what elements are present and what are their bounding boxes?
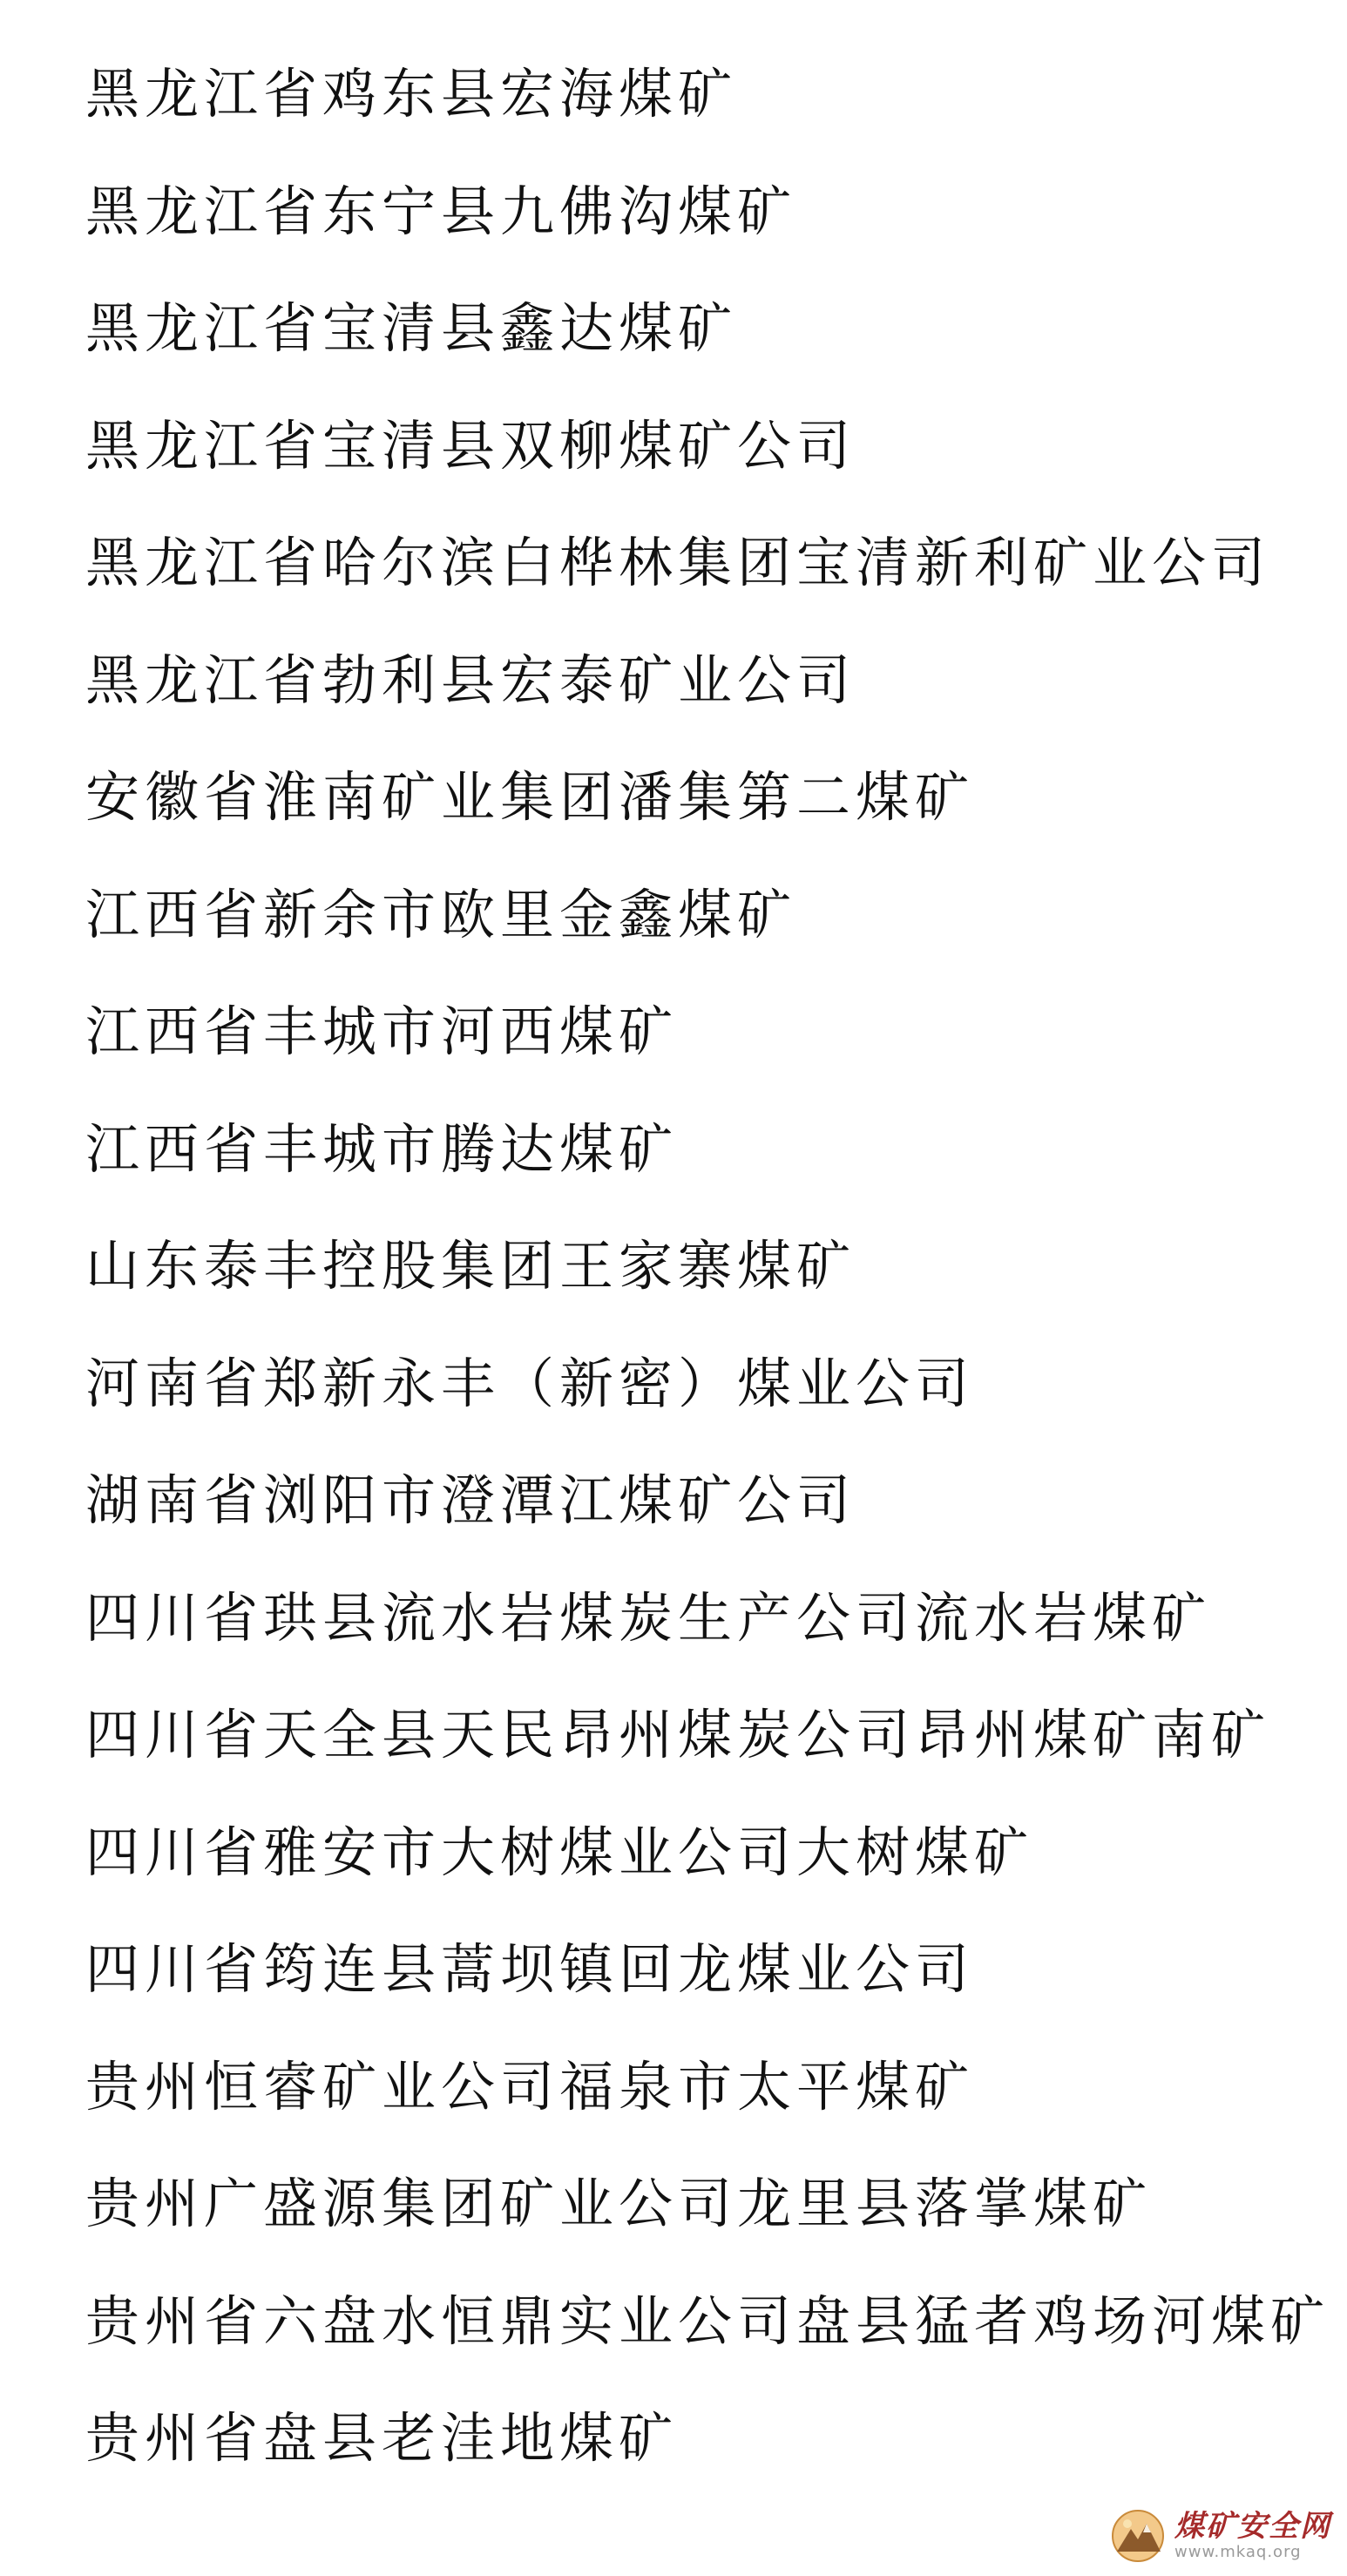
list-item: 河南省郑新永丰（新密）煤业公司 (85, 1351, 975, 1415)
list-item: 黑龙江省宝清县双柳煤矿公司 (85, 413, 856, 478)
coal-mine-list (85, 61, 1330, 2523)
list-item: 四川省珙县流水岩煤炭生产公司流水岩煤矿 (85, 1585, 1212, 1650)
list-item: 山东泰丰控股集团王家寨煤矿 (85, 1234, 856, 1298)
watermark (1110, 2508, 1331, 2564)
list-item: 安徽省淮南矿业集团潘集第二煤矿 (85, 765, 975, 829)
list-item: 贵州省盘县老洼地煤矿 (85, 2406, 679, 2470)
list-item: 四川省筠连县蒿坝镇回龙煤业公司 (85, 1937, 975, 2001)
watermark-url: www.mkaq.org (1174, 2543, 1302, 2561)
list-item: 四川省天全县天民昂州煤炭公司昂州煤矿南矿 (85, 1703, 1271, 1766)
mountain-logo-icon (1110, 2508, 1166, 2564)
list-item: 贵州恒睿矿业公司福泉市太平煤矿 (85, 2054, 975, 2118)
list-item: 江西省新余市欧里金鑫煤矿 (85, 882, 797, 946)
watermark-title: 煤矿安全网 (1174, 2509, 1331, 2544)
list-item: 四川省雅安市大树煤业公司大树煤矿 (85, 1820, 1034, 1884)
list-item: 湖南省浏阳市澄潭江煤矿公司 (85, 1468, 856, 1532)
list-item: 黑龙江省鸡东县宏海煤矿 (85, 62, 738, 125)
list-item: 黑龙江省东宁县九佛沟煤矿 (85, 179, 797, 243)
list-item: 贵州广盛源集团矿业公司龙里县落掌煤矿 (85, 2172, 1153, 2235)
list-item: 贵州省六盘水恒鼎实业公司盘县猛者鸡场河煤矿 (85, 2288, 1330, 2353)
list-item: 江西省丰城市河西煤矿 (85, 1000, 679, 1063)
list-item: 黑龙江省勃利县宏泰矿业公司 (85, 647, 856, 712)
list-item: 黑龙江省哈尔滨白桦林集团宝清新利矿业公司 (85, 531, 1271, 594)
list-item: 黑龙江省宝清县鑫达煤矿 (85, 296, 738, 360)
list-item: 江西省丰城市腾达煤矿 (85, 1116, 679, 1181)
